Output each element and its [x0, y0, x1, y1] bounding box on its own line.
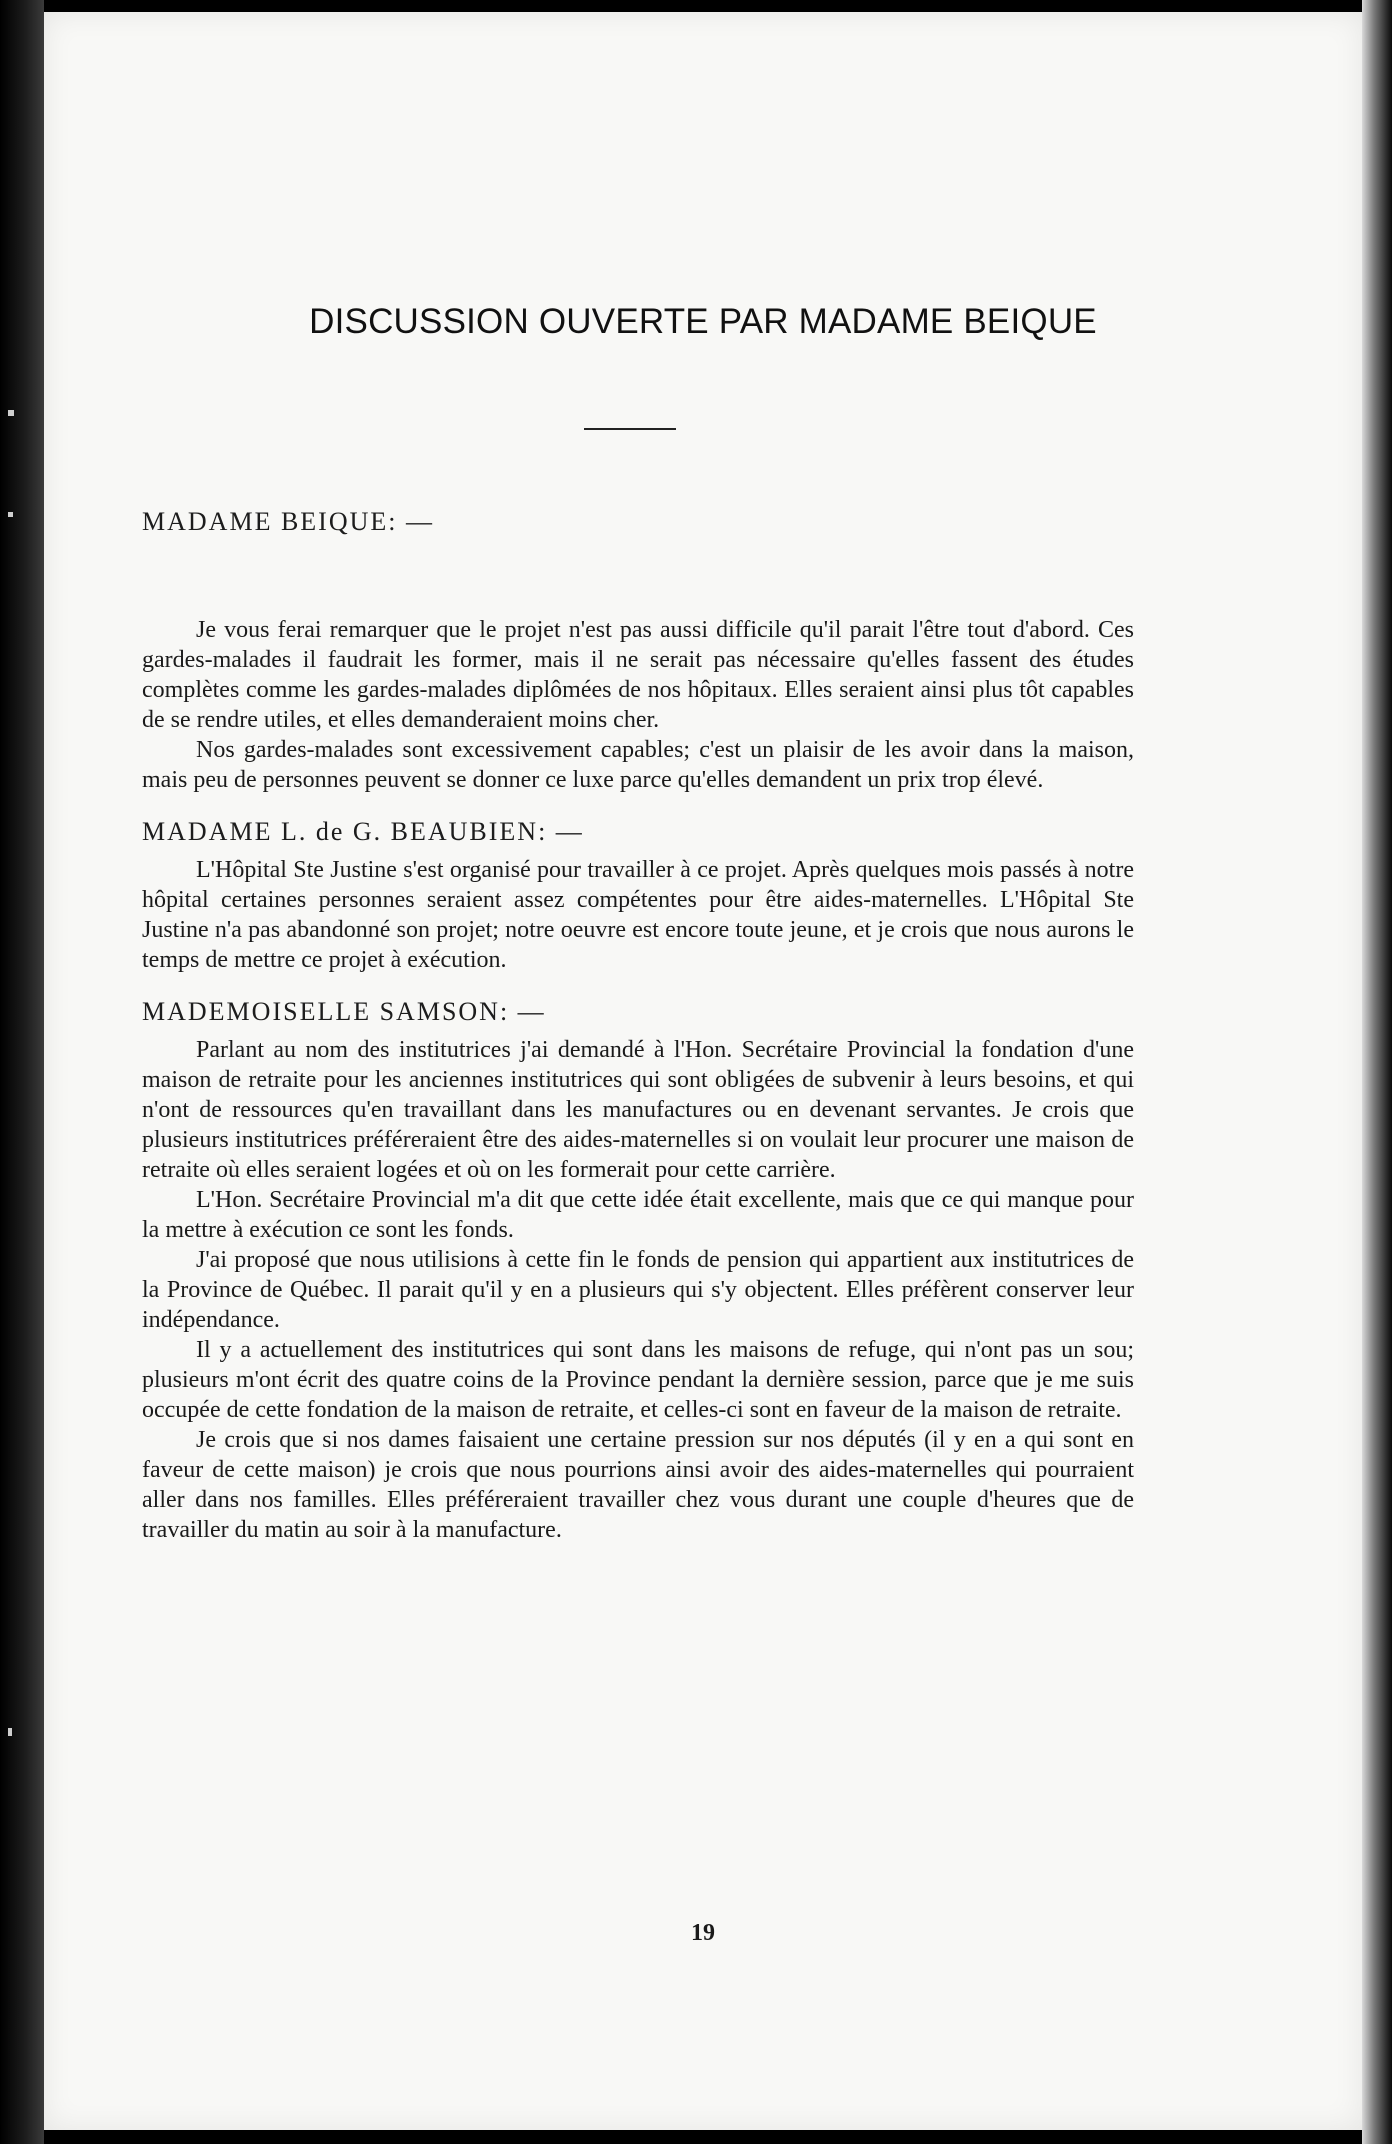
- margin-speck: [8, 512, 13, 517]
- speaker-name: MADAME L. de G. BEAUBIEN: —: [142, 817, 584, 846]
- page-edge-shadow: [1362, 0, 1392, 2144]
- speech-paragraph: L'Hôpital Ste Justine s'est organisé pour travailler à ce projet. Après quelques mois passés à notre hôpital certaines personnes seraient assez compétentes pour être aides-maternelles. L'Hôpital Ste Justine n'a pas abandonné son projet; notre oeuvre est encore toute jeune, et je crois que nous aurons le temps de mettre ce projet à exécution.: [142, 857, 1134, 973]
- document-body: [142, 507, 1134, 1567]
- document-page: [44, 12, 1362, 2130]
- speech-paragraph: Je vous ferai remarquer que le projet n'est pas aussi difficile qu'il parait l'être tout d'abord. Ces gardes-malades il faudrait les former, mais il ne serait pas nécessaire qu'elles fassent des études complètes comme les gardes-malades diplômées de nos hôpitaux. Elles seraient ainsi plus tôt capables de se rendre utiles, et elles demanderaient moins cher.: [142, 617, 1134, 733]
- speech-paragraph: Parlant au nom des institutrices j'ai demandé à l'Hon. Secrétaire Provincial la fondation d'une maison de retraite pour les anciennes institutrices qui sont obligées de subvenir à leurs besoins, et qui n'ont de ressources qu'en travaillant dans les manufactures ou en devenant servantes. Je crois que plusieurs institutrices préféreraient être des aides-maternelles si on voulait leur procurer une maison de retraite où elles seraient logées et où on les formerait pour cette carrière.: [142, 1037, 1134, 1183]
- speech-paragraph: L'Hon. Secrétaire Provincial m'a dit que cette idée était excellente, mais que ce qui manque pour la mettre à exécution ce sont les fonds.: [142, 1187, 1134, 1243]
- speech-section: [142, 997, 1134, 1545]
- margin-speck: [8, 410, 14, 416]
- speech-paragraph: Je crois que si nos dames faisaient une certaine pression sur nos députés (il y en a qui sont en faveur de cette maison) je crois que nous pourrions ainsi avoir des aides-maternelles qui pourraient aller dans nos familles. Elles préféreraient travailler chez vous durant une couple d'heures que de travailler du matin au soir à la manufacture.: [142, 1427, 1134, 1543]
- speaker-name: MADAME BEIQUE: —: [142, 507, 434, 536]
- title-divider: [584, 428, 676, 430]
- speaker-name: MADEMOISELLE SAMSON: —: [142, 997, 546, 1026]
- page-number: 19: [691, 1920, 715, 1946]
- margin-speck: [8, 1728, 12, 1736]
- speech-paragraph: Nos gardes-malades sont excessivement capables; c'est un plaisir de les avoir dans la maison, mais peu de personnes peuvent se donner ce luxe parce qu'elles demandent un prix trop élevé.: [142, 737, 1134, 793]
- speech-section: [142, 507, 1134, 795]
- speech-section: [142, 817, 1134, 975]
- speech-paragraph: J'ai proposé que nous utilisions à cette fin le fonds de pension qui appartient aux institutrices de la Province de Québec. Il parait qu'il y en a plusieurs qui s'y objectent. Elles préfèrent conserver leur indépendance.: [142, 1247, 1134, 1333]
- page-title: DISCUSSION OUVERTE PAR MADAME BEIQUE: [309, 302, 1097, 341]
- speech-paragraph: Il y a actuellement des institutrices qui sont dans les maisons de refuge, qui n'ont pas un sou; plusieurs m'ont écrit des quatre coins de la Province pendant la dernière session, parce que je me suis occupée de cette fondation de la maison de retraite, et celles-ci sont en faveur de la maison de retraite.: [142, 1337, 1134, 1423]
- book-spine-shadow: [0, 0, 44, 2144]
